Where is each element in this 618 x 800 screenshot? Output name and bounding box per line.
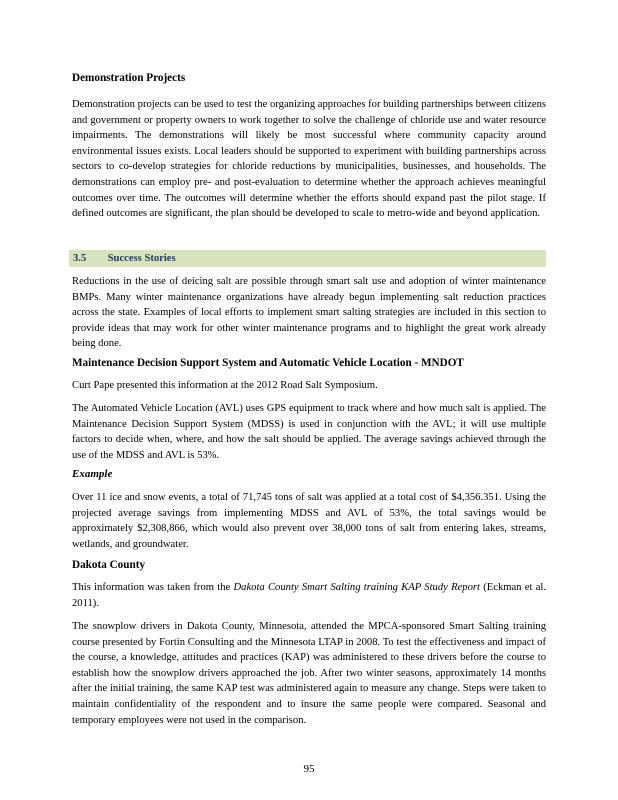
dakota-county-heading: Dakota County — [72, 559, 146, 571]
page-number: 95 — [303, 763, 315, 775]
dakota-paragraph-1 — [72, 580, 546, 611]
section-heading-bar — [69, 250, 546, 267]
mdss-paragraph-1: Curt Pape presented this information at the 2012 Road Salt Symposium. — [72, 380, 378, 391]
demonstration-projects-paragraph: Demonstration projects can be used to test the organizing approaches for building partnerships between citizens and government or property owners to work together to solve the challenge of chloride use and water resource impairments. The demonstrations will likely be most successful where community capacity around environmental issues exists. Local leaders should be supported to experiment with building partnerships across sectors to co-develop strategies for chloride reductions by municipalities, businesses, and households. The demonstrations can employ pre- and post-evaluation to determine whether the approach achieves meaningful outcomes over time. The outcomes will determine whether the efforts should expand past the pilot stage. If defined outcomes are significant, the plan should be developed to scale to metro-wide and beyond application. — [72, 99, 546, 220]
demonstration-projects-heading: Demonstration Projects — [72, 72, 186, 84]
dakota-p1-citation: (Eckman et al. 2011). — [72, 582, 546, 609]
success-stories-intro: Reductions in the use of deicing salt are possible through smart salt use and adoption of winter maintenance BMPs. Many winter maintenance organizations have already begun implementing salt reduction practices across the state. Examples of local efforts to implement smart salting strategies are included in this section to provide ideas that may work for other winter maintenance programs and to highlight the great work already being done. — [72, 276, 546, 350]
mdss-heading: Maintenance Decision Support System and Automatic Vehicle Location - MNDOT — [72, 357, 464, 369]
report-title: Dakota County Smart Salting training KAP Study Report — [233, 582, 480, 593]
example-heading: Example — [72, 468, 113, 480]
section-number: 3.5 — [73, 253, 87, 264]
mdss-paragraph-2: The Automated Vehicle Location (AVL) uses GPS equipment to track where and how much salt is applied. The Maintenance Decision Support System (MDSS) is used in conjunction with the AVL; it will use multiple factors to decide when, where, and how the salt should be applied. The average savings achieved through the use of the MDSS and AVL is 53%. — [72, 403, 546, 461]
example-heading-line — [72, 467, 546, 483]
example-paragraph: Over 11 ice and snow events, a total of 71,745 tons of salt was applied at a total cost of $4,356.351. Using the projected average savings from implementing MDSS and AVL of 53%, the total savings would be approximately $2,308,866, which would also prevent over 38,000 tons of salt from entering lakes, streams, wetlands, and groundwater. — [72, 492, 546, 550]
section-title: Success Stories — [107, 253, 176, 264]
dakota-p1-lead: This information was taken from the — [72, 582, 234, 593]
dakota-paragraph-2: The snowplow drivers in Dakota County, Minnesota, attended the MPCA-sponsored Smart Salting training course presented by Fortin Consulting and the Minnesota LTAP in 2008. To test the effectiveness and impact of the course, a knowledge, attitudes and practices (KAP) was administered to these drivers before the course to establish how the snowplow drivers approached the job. After two winter seasons, approximately 14 months after the initial training, the same KAP test was administered again to measure any change. Steps were taken to maintain confidentiality of the respondent and to insure the same people were compared. Seasonal and temporary employees were not used in the comparison. — [72, 621, 546, 726]
